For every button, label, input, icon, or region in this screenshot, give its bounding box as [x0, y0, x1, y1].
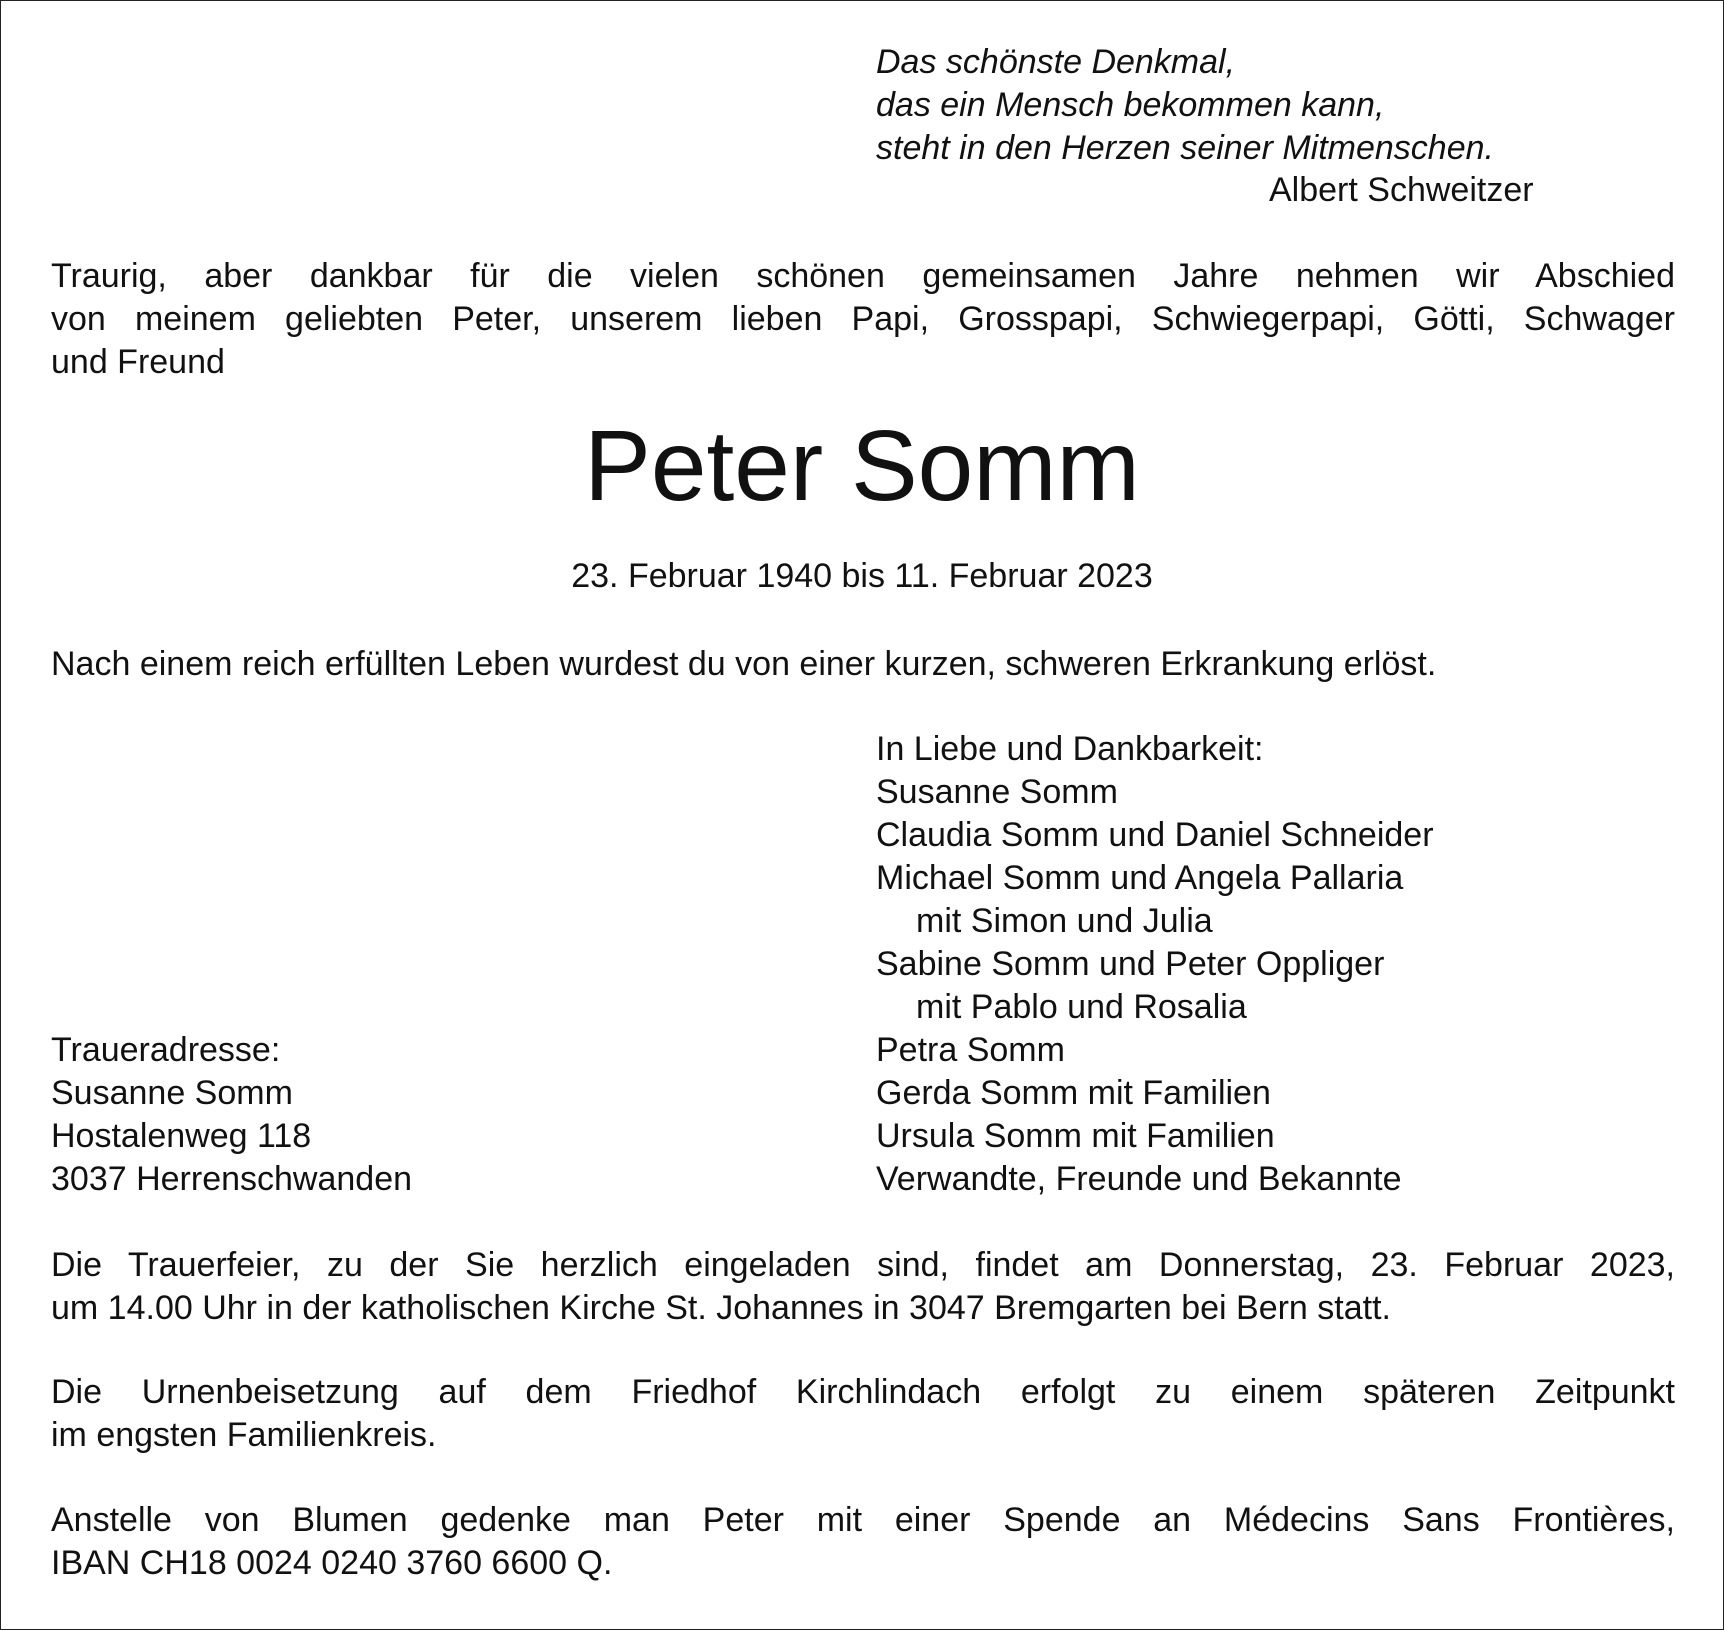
- address-label: Traueradresse:: [51, 1031, 281, 1069]
- epigraph-quote: [876, 41, 1494, 170]
- intro-paragraph: [51, 255, 1675, 384]
- mourner-entry: Michael Somm und Angela Pallaria: [876, 859, 1404, 897]
- donation-paragraph: [51, 1499, 1675, 1585]
- address-name: Susanne Somm: [51, 1074, 293, 1112]
- address-city: 3037 Herrenschwanden: [51, 1160, 413, 1198]
- burial-line: Die Urnenbeisetzung auf dem Friedhof Kirchlindach erfolgt zu einem späteren Zeitpunkt: [51, 1373, 1675, 1411]
- intro-line: von meinem geliebten Peter, unserem lieben Papi, Grosspapi, Schwiegerpapi, Götti, Schwager: [51, 300, 1675, 338]
- mourning-address: [51, 1029, 412, 1201]
- burial-line: im engsten Familienkreis.: [51, 1416, 437, 1454]
- mourner-entry: Verwandte, Freunde und Bekannte: [876, 1160, 1402, 1198]
- mourner-entry: Sabine Somm und Peter Oppliger: [876, 945, 1385, 983]
- service-paragraph: [51, 1244, 1675, 1330]
- quote-author: Albert Schweitzer: [1269, 171, 1534, 209]
- intro-line: Traurig, aber dankbar für die vielen schönen gemeinsamen Jahre nehmen wir Abschied: [51, 257, 1675, 295]
- donation-line: Anstelle von Blumen gedenke man Peter mit einer Spende an Médecins Sans Frontières,: [51, 1501, 1675, 1539]
- quote-line: steht in den Herzen seiner Mitmenschen.: [876, 129, 1494, 167]
- life-dates: 23. Februar 1940 bis 11. Februar 2023: [571, 557, 1153, 595]
- address-street: Hostalenweg 118: [51, 1117, 312, 1155]
- burial-paragraph: [51, 1371, 1675, 1457]
- mourner-entry: Petra Somm: [876, 1031, 1065, 1069]
- mourners-list: [876, 728, 1434, 1201]
- quote-line: das ein Mensch bekommen kann,: [876, 86, 1385, 124]
- mourner-entry: Gerda Somm mit Familien: [876, 1074, 1271, 1112]
- mourner-entry: mit Pablo und Rosalia: [916, 988, 1247, 1026]
- intro-line: und Freund: [51, 343, 225, 381]
- closing-sentence: Nach einem reich erfüllten Leben wurdest du von einer kurzen, schweren Erkrankung erlöst.: [51, 645, 1437, 683]
- mourners-heading: In Liebe und Dankbarkeit:: [876, 730, 1264, 768]
- mourner-entry: Claudia Somm und Daniel Schneider: [876, 816, 1434, 854]
- service-line: Die Trauerfeier, zu der Sie herzlich eingeladen sind, findet am Donnerstag, 23. Februar 2023,: [51, 1246, 1675, 1284]
- mourner-entry: mit Simon und Julia: [916, 902, 1213, 940]
- service-line: um 14.00 Uhr in der katholischen Kirche St. Johannes in 3047 Bremgarten bei Bern statt.: [51, 1289, 1391, 1327]
- quote-line: Das schönste Denkmal,: [876, 43, 1236, 81]
- mourner-entry: Ursula Somm mit Familien: [876, 1117, 1275, 1155]
- donation-line: IBAN CH18 0024 0240 3760 6600 Q.: [51, 1544, 613, 1582]
- mourner-entry: Susanne Somm: [876, 773, 1118, 811]
- deceased-name: Peter Somm: [584, 410, 1140, 522]
